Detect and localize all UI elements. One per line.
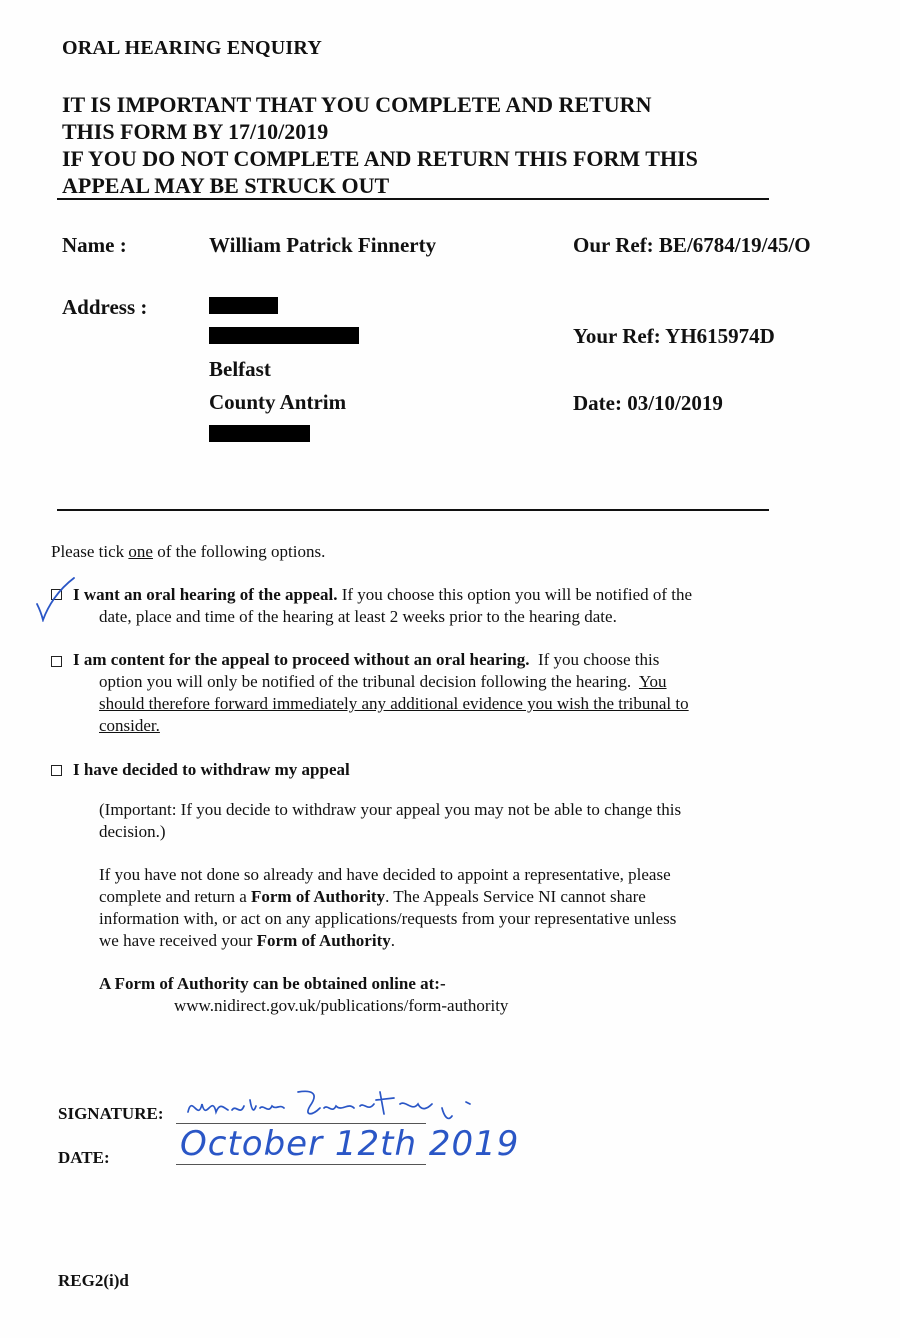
warning-line-1: IT IS IMPORTANT THAT YOU COMPLETE AND RETURN xyxy=(62,92,652,117)
option-1-line-2: date, place and time of the hearing at least 2 weeks prior to the hearing date. xyxy=(99,607,617,626)
your-ref: Your Ref: YH615974D xyxy=(573,324,775,348)
option-oral-hearing xyxy=(73,584,773,628)
option-2-line-4: consider. xyxy=(99,716,160,735)
option-2-bold: I am content for the appeal to proceed without an oral hearing. xyxy=(73,650,530,669)
date-label: DATE: xyxy=(58,1148,110,1167)
handwritten-date: October 12th 2019 xyxy=(180,1124,520,1164)
rep-line-4a: we have received your xyxy=(99,931,257,950)
letter-date: Date: 03/10/2019 xyxy=(573,391,723,415)
redaction-bar xyxy=(209,327,359,344)
no-oral-hearing-checkbox[interactable] xyxy=(51,656,62,667)
option-2-line-2: option you will only be notified of the tribunal decision following the hearing. xyxy=(99,672,639,691)
rep-line-4c: . xyxy=(390,931,395,950)
recipient-name: William Patrick Finnerty xyxy=(209,233,437,257)
rep-line-3: information with, or act on any applications/requests from your representative unless xyxy=(99,909,677,928)
withdraw-note xyxy=(99,799,779,843)
option-no-oral-hearing xyxy=(73,649,773,737)
signature-label: SIGNATURE: xyxy=(58,1104,164,1123)
option-1-bold: I want an oral hearing of the appeal. xyxy=(73,585,338,604)
name-label: Name : xyxy=(62,233,127,257)
instructions-suffix: of the following options. xyxy=(152,542,326,561)
online-heading xyxy=(99,973,446,995)
deadline-warning xyxy=(62,91,782,199)
online-url[interactable]: www.nidirect.gov.uk/publications/form-authority xyxy=(174,996,509,1015)
online-heading-text: A Form of Authority can be obtained online at:- xyxy=(99,974,446,993)
representative-note xyxy=(99,864,779,952)
rep-line-2c: . The Appeals Service NI cannot share xyxy=(385,887,646,906)
option-2-line-2-underlined: You xyxy=(638,672,667,691)
redaction-bar xyxy=(209,425,310,442)
option-2-line-3: should therefore forward immediately any additional evidence you wish the tribunal to xyxy=(99,694,689,713)
handwritten-signature xyxy=(180,1082,500,1130)
rep-line-1: If you have not done so already and have decided to appoint a representative, please xyxy=(99,865,671,884)
mid-divider xyxy=(57,509,769,511)
option-3-bold: I have decided to withdraw my appeal xyxy=(73,760,350,779)
rep-line-2a: complete and return a xyxy=(99,887,251,906)
option-withdraw xyxy=(73,759,773,781)
withdraw-checkbox[interactable] xyxy=(51,765,62,776)
instructions-emph: one xyxy=(128,542,153,561)
form-code: REG2(i)d xyxy=(58,1271,129,1290)
address-city: Belfast xyxy=(209,357,271,381)
tick-mark-icon xyxy=(34,576,76,622)
address-county: County Antrim xyxy=(209,390,347,414)
rep-line-4b: Form of Authority xyxy=(256,931,391,950)
our-ref: Our Ref: BE/6784/19/45/O xyxy=(573,233,811,257)
withdraw-note-line-1: (Important: If you decide to withdraw your appeal you may not be able to change this xyxy=(99,800,682,819)
warning-line-3: IF YOU DO NOT COMPLETE AND RETURN THIS FORM THIS xyxy=(62,146,698,171)
withdraw-note-line-2: decision.) xyxy=(99,822,166,841)
option-1-line-1: If you choose this option you will be notified of the xyxy=(337,585,693,604)
redaction-bar xyxy=(209,297,278,314)
warning-line-4: APPEAL MAY BE STRUCK OUT xyxy=(62,173,390,198)
warning-line-2: THIS FORM BY 17/10/2019 xyxy=(62,119,329,144)
instructions xyxy=(51,541,325,563)
rep-line-2b: Form of Authority xyxy=(251,887,386,906)
form-title: ORAL HEARING ENQUIRY xyxy=(62,37,322,59)
date-line xyxy=(176,1164,426,1165)
instructions-prefix: Please tick xyxy=(51,542,129,561)
address-label: Address : xyxy=(62,295,148,319)
top-divider xyxy=(57,198,769,200)
option-2-line-1: If you choose this xyxy=(529,650,660,669)
